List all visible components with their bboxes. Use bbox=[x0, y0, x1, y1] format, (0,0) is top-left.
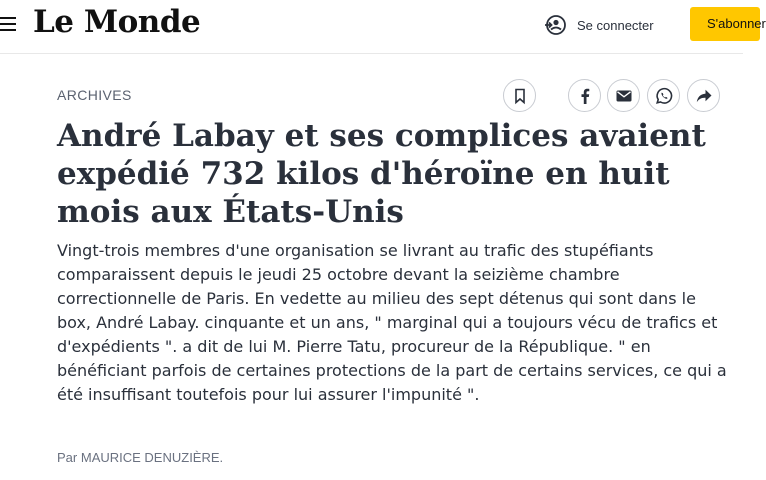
share-button[interactable] bbox=[687, 79, 720, 112]
byline-prefix: Par bbox=[57, 450, 78, 465]
site-header bbox=[0, 0, 766, 54]
bookmark-icon bbox=[513, 88, 527, 104]
section-label[interactable]: ARCHIVES bbox=[57, 87, 132, 103]
site-logo[interactable]: Le Monde bbox=[33, 4, 201, 40]
facebook-share-button[interactable] bbox=[568, 79, 601, 112]
whatsapp-share-button[interactable] bbox=[647, 79, 680, 112]
menu-icon[interactable] bbox=[0, 17, 16, 33]
facebook-icon bbox=[580, 88, 590, 104]
byline bbox=[57, 450, 223, 465]
login-button[interactable] bbox=[544, 13, 654, 37]
author-link[interactable]: MAURICE DENUZIÈRE. bbox=[80, 450, 224, 465]
login-icon bbox=[544, 14, 566, 36]
article-lead: Vingt-trois membres d'une organisation se livrant au trafic des stupéfiants comparaissent depuis le jeudi 25 octobre devant la seizième chambre correctionnelle de Paris. En vedette au milieu des sept détenus qui sont dans le box, André Labay. cinquante et un ans, " marginal qui a toujours vécu de trafics et d'expédients ". a dit de lui M. Pierre Tatu, procureur de la République. " en bénéficiant parfois de certaines protections de la part de certains services, ce qui a été insuffisant toutefois pour lui assurer l'impunité ". bbox=[57, 241, 727, 404]
whatsapp-icon bbox=[655, 87, 673, 105]
email-share-button[interactable] bbox=[607, 79, 640, 112]
share-icon bbox=[696, 89, 712, 103]
article-title: André Labay et ses complices avaient expédié 732 kilos d'héroïne en huit mois aux États-Unis bbox=[57, 118, 706, 230]
login-label: Se connecter bbox=[577, 17, 654, 33]
email-icon bbox=[616, 90, 632, 102]
bookmark-button[interactable] bbox=[503, 79, 536, 112]
subscribe-button[interactable]: S'abonner bbox=[690, 7, 760, 41]
